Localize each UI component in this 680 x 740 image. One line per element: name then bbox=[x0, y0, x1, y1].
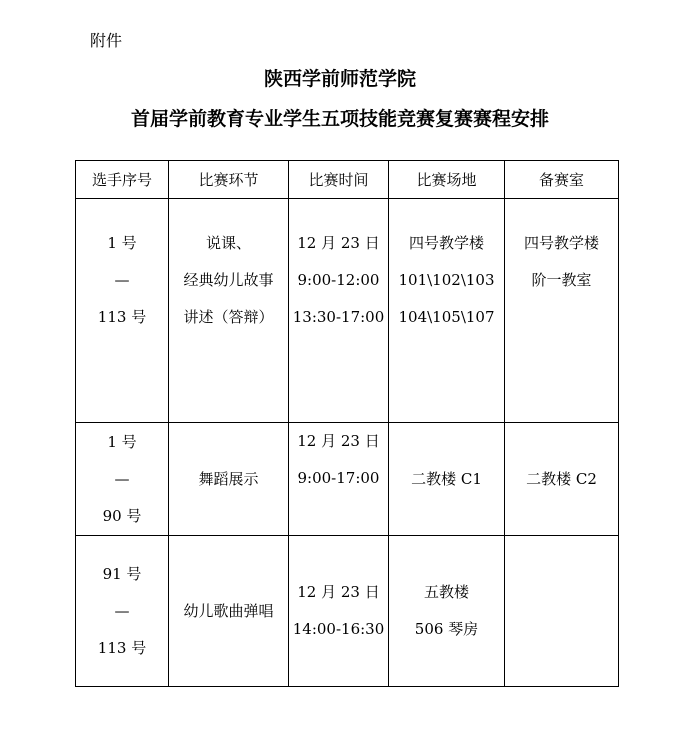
segment-line: 舞蹈展示 bbox=[198, 469, 259, 488]
venue-cell bbox=[389, 536, 505, 687]
number-dash: — bbox=[114, 601, 130, 620]
header-cell: 比赛时间 bbox=[289, 161, 389, 199]
segment-line: 讲述（答辩） bbox=[183, 308, 274, 326]
venue-line: 二教楼 C1 bbox=[411, 469, 482, 488]
time-range: 14:00-16:30 bbox=[292, 620, 385, 638]
document-subtitle: 首届学前教育专业学生五项技能竞赛复赛赛程安排 bbox=[130, 108, 549, 130]
table-row bbox=[76, 536, 619, 687]
segment-line: 幼儿歌曲弹唱 bbox=[183, 601, 274, 620]
number-cell bbox=[76, 423, 169, 536]
number-end: 113 号 bbox=[97, 308, 147, 326]
header-cell: 备赛室 bbox=[505, 161, 619, 199]
table-row bbox=[76, 199, 619, 423]
number-dash: — bbox=[114, 469, 130, 488]
time-date: 12 月 23 日 bbox=[297, 432, 380, 450]
prep-room-line: 四号教学楼 bbox=[523, 234, 599, 252]
venue-line: 506 琴房 bbox=[414, 620, 479, 638]
attachment-label: 附件 bbox=[90, 31, 123, 50]
time-cell bbox=[289, 423, 389, 536]
time-date: 12 月 23 日 bbox=[297, 234, 380, 252]
segment-cell bbox=[169, 199, 289, 423]
time-range: 13:30-17:00 bbox=[292, 308, 385, 326]
venue-line: 104\105\107 bbox=[398, 308, 495, 326]
time-range: 9:00-17:00 bbox=[297, 469, 380, 487]
number-dash: — bbox=[114, 271, 130, 289]
number-start: 91 号 bbox=[102, 564, 142, 583]
schedule-table bbox=[75, 160, 619, 687]
number-start: 1 号 bbox=[107, 432, 137, 451]
prep-room-cell bbox=[505, 423, 619, 536]
document-title: 陕西学前师范学院 bbox=[263, 68, 416, 90]
number-end: 90 号 bbox=[102, 506, 142, 525]
prep-room-line: 二教楼 C2 bbox=[526, 469, 597, 488]
segment-cell bbox=[169, 423, 289, 536]
prep-room-line: 阶一教室 bbox=[531, 271, 592, 289]
table-row bbox=[76, 423, 619, 536]
venue-line: 101\102\103 bbox=[398, 271, 495, 289]
number-end: 113 号 bbox=[97, 638, 147, 657]
header-cell: 比赛环节 bbox=[169, 161, 289, 199]
table-header-row bbox=[76, 161, 619, 199]
number-cell bbox=[76, 536, 169, 687]
prep-room-cell bbox=[505, 199, 619, 423]
header-cell: 比赛场地 bbox=[389, 161, 505, 199]
time-cell bbox=[289, 199, 389, 423]
venue-cell bbox=[389, 199, 505, 423]
time-range: 9:00-12:00 bbox=[297, 271, 380, 289]
time-cell bbox=[289, 536, 389, 687]
number-cell bbox=[76, 199, 169, 423]
segment-cell bbox=[169, 536, 289, 687]
header-cell: 选手序号 bbox=[76, 161, 169, 199]
venue-cell bbox=[389, 423, 505, 536]
segment-line: 说课、 bbox=[205, 234, 251, 252]
venue-line: 五教楼 bbox=[423, 583, 469, 601]
time-date: 12 月 23 日 bbox=[297, 583, 380, 601]
segment-line: 经典幼儿故事 bbox=[183, 271, 274, 289]
number-start: 1 号 bbox=[107, 234, 137, 252]
prep-room-cell bbox=[505, 536, 619, 687]
venue-line: 四号教学楼 bbox=[408, 234, 484, 252]
